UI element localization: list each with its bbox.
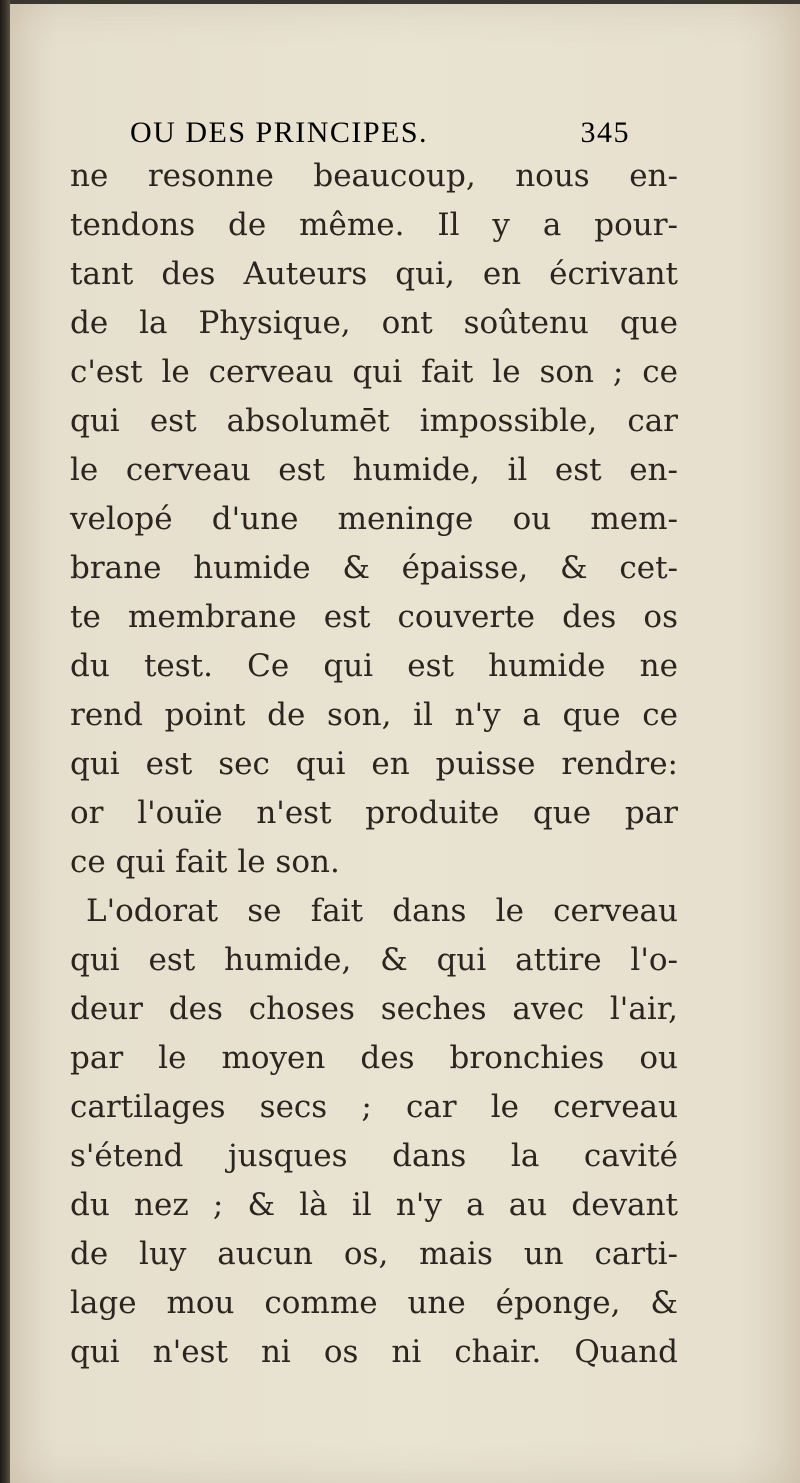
text-line: du test. Ce qui est humide ne [70,648,678,684]
text-line: te membrane est couverte des os [70,599,678,635]
text-line: de luy aucun os, mais un carti- [70,1236,678,1272]
text-line: lage mou comme une éponge, & [70,1285,678,1321]
text-line: qui est absolumēt impossible, car [70,403,678,439]
book-spine-shadow [0,0,10,1483]
text-line: qui n'est ni os ni chair. Quand [70,1334,678,1370]
text-line: qui est humide, & qui attire l'o- [70,942,678,978]
running-head: OU DES PRINCIPES. [130,116,429,149]
book-page [10,4,800,1483]
text-line: qui est sec qui en puisse rendre: [70,746,678,782]
text-line: du nez ; & là il n'y a au devant [70,1187,678,1223]
text-line: ce qui fait le son. [70,844,340,880]
text-line: tendons de même. Il y a pour- [70,207,678,243]
text-line: L'odorat se fait dans le cerveau [86,893,678,929]
text-line: deur des choses seches avec l'air, [70,991,678,1027]
page-number: 345 [580,116,630,149]
text-line: de la Physique, ont soûtenu que [70,305,678,341]
text-line: or l'ouïe n'est produite que par [70,795,678,831]
text-line: cartilages secs ; car le cerveau [70,1089,678,1125]
text-line: ne resonne beaucoup, nous en- [70,158,678,194]
text-line: velopé d'une meninge ou mem- [70,501,678,537]
text-line: tant des Auteurs qui, en écrivant [70,256,678,292]
text-line: rend point de son, il n'y a que ce [70,697,678,733]
text-line: le cerveau est humide, il est en- [70,452,678,488]
text-line: brane humide & épaisse, & cet- [70,550,678,586]
text-line: s'étend jusques dans la cavité [70,1138,678,1174]
text-line: par le moyen des bronchies ou [70,1040,678,1076]
text-line: c'est le cerveau qui fait le son ; ce [70,354,678,390]
